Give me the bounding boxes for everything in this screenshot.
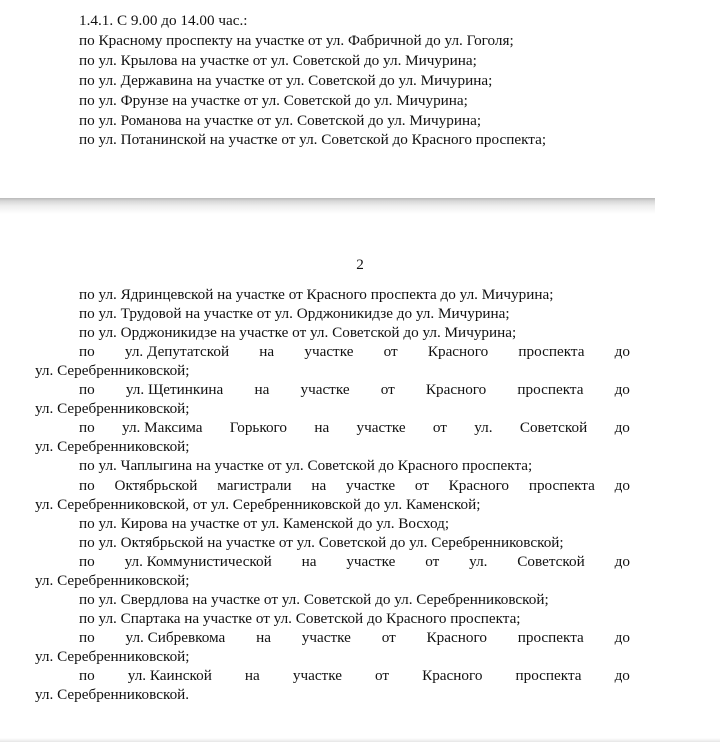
line-word: Октябрьской <box>114 477 198 494</box>
line-word: магистрали <box>217 477 292 494</box>
street-line-justified <box>79 381 630 399</box>
street-line: по ул. Спартака на участке от ул. Советской до Красного проспекта; <box>79 610 521 627</box>
street-line-continuation: ул. Серебренниковской; <box>35 648 190 665</box>
page-separator-edge <box>655 198 720 214</box>
line-word: проспекта <box>517 381 584 398</box>
line-word: по <box>79 667 95 684</box>
line-word: Красного <box>426 629 487 646</box>
line-word: ул. Сибревкома <box>125 629 226 646</box>
line-word: от <box>425 553 440 570</box>
line-word: ул. Депутатской <box>124 343 230 360</box>
line-word: ул. <box>474 419 493 436</box>
line-word: ул. <box>469 553 488 570</box>
street-line-justified <box>79 553 630 571</box>
line-word: по <box>79 381 95 398</box>
line-word: Советской <box>517 553 585 570</box>
line-word: от <box>381 629 396 646</box>
street-line-justified <box>79 343 630 361</box>
street-line-justified <box>79 419 630 437</box>
line-word: от <box>383 343 398 360</box>
street-line-justified <box>79 629 630 647</box>
street-line: по Красному проспекту на участке от ул. Фабричной до ул. Гоголя; <box>79 32 514 49</box>
line-word: на <box>301 553 317 570</box>
document-page-1 <box>0 0 720 198</box>
line-word: Советской <box>519 419 588 436</box>
street-line: по ул. Орджоникидзе на участке от ул. Советской до ул. Мичурина; <box>79 324 517 341</box>
street-line: по ул. Трудовой на участке от ул. Орджоникидзе до ул. Мичурина; <box>79 305 510 322</box>
line-word: участке <box>300 381 350 398</box>
street-line: по ул. Державина на участке от ул. Советской до ул. Мичурина; <box>79 72 493 89</box>
line-word: до <box>614 381 630 398</box>
street-line: по ул. Романова на участке от ул. Советской до ул. Мичурина; <box>79 112 482 129</box>
street-line-continuation: ул. Серебренниковской. <box>35 686 190 703</box>
line-word: проспекта <box>528 477 595 494</box>
line-word: на <box>311 477 327 494</box>
line-word: участке <box>301 629 351 646</box>
street-line-continuation: ул. Серебренниковской; <box>35 572 190 589</box>
street-line: по ул. Кирова на участке от ул. Каменской до ул. Восход; <box>79 515 450 532</box>
line-word: на <box>259 343 275 360</box>
line-word: Горького <box>229 419 288 436</box>
street-line-justified <box>79 667 630 685</box>
line-word: по <box>79 343 95 360</box>
line-word: до <box>614 419 630 436</box>
line-word: до <box>614 477 630 494</box>
line-word: от <box>380 381 395 398</box>
line-word: до <box>614 343 630 360</box>
line-word: ул. Максима <box>122 419 203 436</box>
line-word: участке <box>292 667 342 684</box>
line-word: Красного <box>425 381 487 398</box>
line-word: ул. Коммунистической <box>124 553 272 570</box>
street-line: по ул. Потанинской на участке от ул. Советской до Красного проспекта; <box>79 131 547 148</box>
line-word: на <box>254 381 270 398</box>
line-word: от <box>414 477 429 494</box>
page-separator <box>0 198 720 214</box>
line-word: до <box>614 629 630 646</box>
street-line-continuation: ул. Серебренниковской; <box>35 362 190 379</box>
street-line-continuation: ул. Серебренниковской; <box>35 400 190 417</box>
street-line-continuation: ул. Серебренниковской, от ул. Серебренниковской до ул. Каменской; <box>35 496 481 513</box>
line-word: от <box>432 419 447 436</box>
street-line-continuation: ул. Серебренниковской; <box>35 438 190 455</box>
line-word: по <box>79 477 95 494</box>
line-word: Красного <box>427 343 489 360</box>
line-word: Красного <box>448 477 510 494</box>
line-word: участке <box>304 343 354 360</box>
line-word: до <box>614 667 630 684</box>
line-word: участке <box>356 419 406 436</box>
line-word: проспекта <box>517 629 584 646</box>
street-line: по ул. Чаплыгина на участке от ул. Советской до Красного проспекта; <box>79 457 533 474</box>
line-word: ул. Каинской <box>127 667 212 684</box>
line-word: по <box>79 553 95 570</box>
line-word: от <box>374 667 390 684</box>
street-line: по ул. Октябрьской на участке от ул. Советской до ул. Серебренниковской; <box>79 534 564 551</box>
line-word: на <box>314 419 330 436</box>
line-word: по <box>79 629 95 646</box>
street-line: по ул. Фрунзе на участке от ул. Советской до ул. Мичурина; <box>79 92 468 109</box>
line-word: проспекта <box>515 667 582 684</box>
street-line: по ул. Ядринцевской на участке от Красного проспекта до ул. Мичурина; <box>79 286 554 303</box>
line-word: Красного <box>422 667 483 684</box>
line-word: участке <box>345 477 396 494</box>
line-word: участке <box>346 553 396 570</box>
line-word: по <box>79 419 95 436</box>
street-line-justified <box>79 477 630 495</box>
line-word: проспекта <box>518 343 585 360</box>
section-heading: 1.4.1. С 9.00 до 14.00 час.: <box>79 12 248 29</box>
line-word: на <box>256 629 271 646</box>
page-bottom-edge <box>0 738 720 742</box>
line-word: на <box>244 667 260 684</box>
line-word: до <box>614 553 630 570</box>
page-number: 2 <box>356 256 364 273</box>
street-line: по ул. Крылова на участке от ул. Советской до ул. Мичурина; <box>79 52 477 69</box>
line-word: ул. Щетинкина <box>125 381 224 398</box>
street-line: по ул. Свердлова на участке от ул. Советской до ул. Серебренниковской; <box>79 591 549 608</box>
